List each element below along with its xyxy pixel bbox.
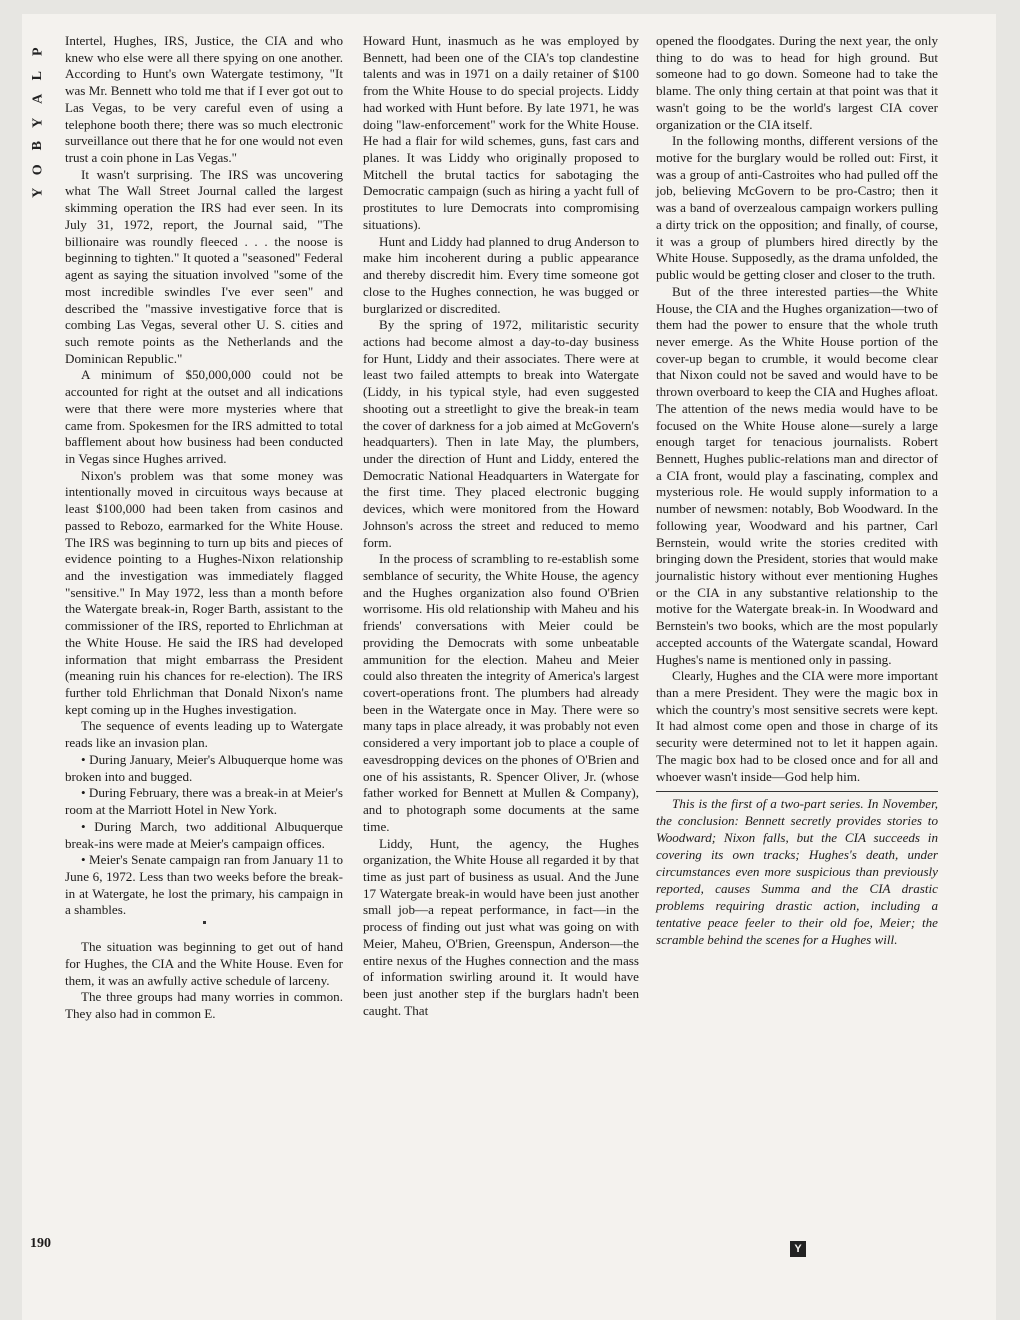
paragraph: Clearly, Hughes and the CIA were more important than a mere President. They were the magic box in which the country's most sensitive secrets were kept. It had almost come open and those in charge of its security were determined not to let it happen again. The magic box had to be closed once and for all and whoever wasn't inside—God help him. bbox=[656, 668, 938, 784]
paragraph: But of the three interested parties—the White House, the CIA and the Hughes organization—two of them had the power to ensure that the whole truth never emerge. As the White House portion of the cover-up began to crumble, it would become clear that Nixon could not be saved and would have to be thrown overboard to keep the CIA and Hughes afloat. The attention of the news media would have to be focused on the White House alone—surely a large enough target for tenacious journalists. Robert Bennett, Hughes public-relations man and director of a CIA front, would play a fascinating, complex and mysterious role. He would supply information to a number of newsmen: notably, Bob Woodward. In the following year, Woodward and his partner, Carl Bernstein, would write the stories credited with bringing down the President, stories that would make journalistic history without ever mentioning Hughes or the CIA in any substantive relationship to the motive for the Watergate break-in. In Woodward and Bernstein's two books, which are the most popularly accepted accounts of the Watergate scandal, Howard Hughes's name is mentioned only in passing. bbox=[656, 283, 938, 667]
paragraph: In the following months, different versions of the motive for the burglary would be rolled out: First, it was a group of anti-Castroites who had pulled off the job, believing McGovern to be pro-Castro; then it was a band of overzealous campaign workers pulling a dirty trick on the opposition; and finally, of course, it was a group of plumbers hired directly by the White House. Supposedly, as the drama unfolded, the public would be getting closer and closer to the truth. bbox=[656, 133, 938, 283]
section-break bbox=[65, 919, 343, 939]
playboy-vertical-logo bbox=[30, 40, 46, 205]
logo-letter: P bbox=[30, 47, 46, 57]
column-2 bbox=[363, 33, 639, 1019]
logo-letter: L bbox=[30, 70, 46, 80]
paragraph: Liddy, Hunt, the agency, the Hughes organization, the White House all regarded it by that time as just part of business as usual. And the June 17 Watergate break-in would have been just another small job—a repeat performance, in fact—in the process of finding out just what was going on with Meier, Maheu, O'Brien, Greenspun, Anderson—the entire nexus of the Hughes connection and the mass of information swirling around it. It would have been just another step if the burglars hadn't been caught. That bbox=[363, 835, 639, 1018]
end-mark-icon: Y bbox=[790, 1241, 806, 1257]
logo-letter: A bbox=[30, 93, 46, 104]
paragraph: The sequence of events leading up to Watergate reads like an invasion plan. bbox=[65, 718, 343, 751]
series-note: This is the first of a two-part series. In November, the conclusion: Bennett secretly provides stories to Woodward; Nixon falls, but the CIA succeeds in covering its own tracks; Hughes's death, under circumstances even more suspicious than previously reported, causes Summa and the CIA drastic problems requiring drastic action, including a tentative peace feeler to their old foe, Meier; the scramble behind the scenes for a Hughes will. bbox=[656, 796, 938, 947]
bullet-item: • Meier's Senate campaign ran from January 11 to June 6, 1972. Less than two weeks before the break-in at Watergate, he lost the primary, his campaign in a shambles. bbox=[65, 852, 343, 918]
bullet-item: • During February, there was a break-in at Meier's room at the Marriott Hotel in New York. bbox=[65, 785, 343, 818]
logo-letter: O bbox=[30, 163, 46, 175]
page-number: 190 bbox=[30, 1236, 51, 1251]
paragraph: It wasn't surprising. The IRS was uncovering what The Wall Street Journal called the largest skimming operation the IRS had ever seen. In its July 31, 1972, report, the Journal said, "The billionaire was roundly fleeced . . . the noose is beginning to tighten." It quoted a "seasoned" Federal agent as saying the situation involved "some of the most incredible swindles I've ever seen" and described the "massive investigative force that is combing Las Vegas, several other U. S. cities and such remote points as the Netherlands and the Dominican Republic." bbox=[65, 166, 343, 366]
divider bbox=[656, 791, 938, 792]
paragraph: Howard Hunt, inasmuch as he was employed by Bennett, had been one of the CIA's top clandestine talents and was in 1971 on a daily retainer of $100 from the White House to do special projects. Liddy had worked with Hunt before. By late 1971, he was doing "law-enforcement" work for the White House. He had a flair for wild schemes, guns, fast cars and planes. It was Liddy who originally proposed to Mitchell the brutal tactics for sabotaging the Democratic campaign (such as hiring a yacht full of prostitutes to lure Democrats into compromising situations). bbox=[363, 33, 639, 232]
paragraph: Nixon's problem was that some money was intentionally moved in circuitous ways because at least $100,000 had been taken from casinos and passed to Rebozo, earmarked for the White House. The IRS was beginning to turn up bits and pieces of evidence pointing to a Hughes-Nixon relationship and the investigation was immediately flagged "sensitive." In May 1972, less than a month before the Watergate break-in, Roger Barth, assistant to the commissioner of the IRS, reported to Ehrlichman at the White House. He said the IRS had developed information that might embarrass the President (meaning ruin his chances for re-election). The IRS further told Ehrlichman that Donald Nixon's name kept coming up in the Hughes investigation. bbox=[65, 467, 343, 717]
logo-letter: B bbox=[30, 141, 46, 151]
bullet-item: • During January, Meier's Albuquerque home was broken into and bugged. bbox=[65, 751, 343, 784]
paragraph: opened the floodgates. During the next year, the only thing to do was to head for high ground. But someone had to go down. Someone had to take the blame. The only thing certain at that point was that it wasn't going to be the world's largest CIA cover organization or the CIA itself. bbox=[656, 33, 938, 132]
paragraph: By the spring of 1972, militaristic security actions had become almost a day-to-day business for Hunt, Liddy and their associates. There were at least two failed attempts to break into Watergate (Liddy, in his typical style, had even suggested shooting out a streetlight to give the break-in team the cover of darkness for a job aimed at McGovern's headquarters). Then in late May, the plumbers, under the direction of Hunt and Liddy, entered the Democratic National Headquarters in Watergate for the first time. They placed electronic bugging devices, which were monitored from the Howard Johnson's across the street and reduced to memo form. bbox=[363, 317, 639, 550]
logo-letter: Y bbox=[30, 117, 46, 128]
paragraph: Intertel, Hughes, IRS, Justice, the CIA and who knew who else were all there spying on one another. According to Hunt's own Watergate testimony, "It was Mr. Bennett who told me that if I ever got out to Las Vegas, to be very careful even of using a telephone booth there; there was so much electronic surveillance out there that he for one would not even trust a coin phone in Las Vegas." bbox=[65, 33, 343, 166]
paragraph: Hunt and Liddy had planned to drug Anderson to make him incoherent during a public appearance and thereby discredit him. Every time someone got close to the Hughes connection, he was bugged or burglarized or discredited. bbox=[363, 233, 639, 316]
column-1 bbox=[65, 33, 343, 1023]
paragraph: The three groups had many worries in common. They also had in common E. bbox=[65, 989, 343, 1021]
paragraph: A minimum of $50,000,000 could not be accounted for right at the outset and all indications were that there were more mysteries where that came from. Spokesmen for the IRS admitted to total bafflement about how business had been conducted in Vegas since Hughes arrived. bbox=[65, 367, 343, 466]
logo-letter: Y bbox=[30, 187, 46, 198]
paragraph: The situation was beginning to get out of hand for Hughes, the CIA and the White House. Even for them, it was an awfully active schedule of larceny. bbox=[65, 939, 343, 988]
paragraph: In the process of scrambling to re-establish some semblance of security, the White House, the agency and the Hughes organization also found O'Brien worrisome. His old relationship with Maheu and his friends' conversations with Meier could be providing the Democrats with some unbeatable ammunition for the election. Maheu and Meier could also threaten the integrity of America's largest covert-operations front. The plumbers had already been in the Watergate once in May. There were so many taps in place already, it was probably not even considered a very important job to place a couple of eavesdropping devices on the phones of O'Brien and one of his assistants, R. Spencer Oliver, Jr. (whose father worked for Bennett at Mullen & Company), and to photograph some documents at the same time. bbox=[363, 551, 639, 834]
bullet-item: • During March, two additional Albuquerque break-ins were made at Meier's campaign offices. bbox=[65, 818, 343, 851]
column-3 bbox=[656, 33, 938, 949]
break-dot bbox=[203, 921, 206, 924]
